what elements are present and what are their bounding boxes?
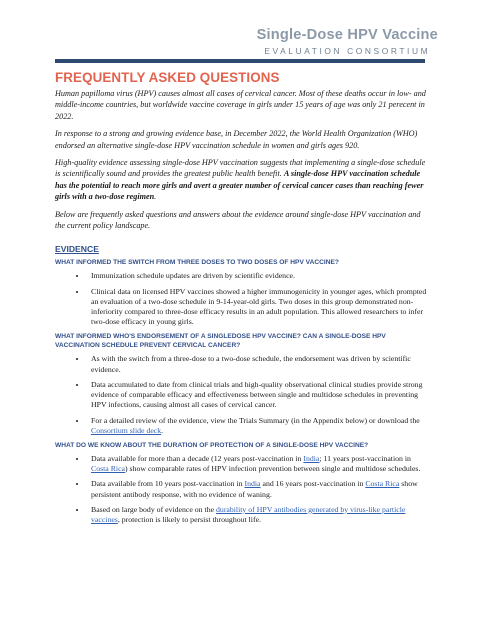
- india-antibody-link[interactable]: India: [244, 479, 261, 489]
- intro-paragraph-3: [55, 157, 430, 203]
- list-item-text: .: [161, 425, 164, 435]
- list-item-text: ) show comparable rates of HPV infection prevention between single and multidose schedules.: [125, 464, 421, 474]
- answer-list-2: [55, 354, 430, 435]
- list-item: [87, 505, 430, 525]
- brand-subtitle: EVALUATION CONSORTIUM: [264, 46, 431, 56]
- list-item-text: , protection is likely to persist throughout life.: [117, 514, 261, 524]
- antibody-durability-link[interactable]: durability of HPV antibodies generated by virus-like particle vaccines: [91, 504, 406, 524]
- list-item-text: Data available for more than a decade (12 years post-vaccination in: [91, 453, 304, 463]
- intro-paragraph-4: Below are frequently asked questions and answers about the evidence around single-dose HPV vaccination and the current policy landscape.: [55, 209, 421, 231]
- answer-list-3: [55, 454, 430, 525]
- list-item-text: Based on large body of evidence on the: [91, 504, 217, 514]
- intro-paragraph-2: In response to a strong and growing evidence base, in December 2022, the World Health Organization (WHO) endorsed an alternative single-dose HPV vaccination schedule in women and girls ages 920.: [55, 129, 418, 150]
- list-item-text: and 16 years post-vaccination in: [260, 479, 366, 489]
- list-item-text: For a detailed review of the evidence, view the Trials Summary (in the Appendix below) or download the: [91, 415, 420, 425]
- list-item: • Clinical data on licensed HPV vaccines showed a higher immunogenicity in younger ages, which prompted an evaluation of a two-dose schedule in 9-14-year-old girls. Two doses in this group demonstrated non-inferiority compared to three-dose efficacy results in an adult population. This allowed researchers to infer two-dose efficacy in young girls.: [87, 287, 430, 328]
- header-logo: [257, 27, 438, 56]
- brand-title: Single-Dose HPV Vaccine: [256, 27, 438, 43]
- list-item: [87, 416, 430, 436]
- intro-paragraph-3-lead: High-quality evidence assessing single-dose HPV vaccination suggests that implementing a single-dose schedule is scientifically sound and provides the greatest public health benefit.: [55, 158, 426, 179]
- costa-rica-study-link[interactable]: Costa Rica: [91, 464, 125, 474]
- intro-paragraph-1: Human papilloma virus (HPV) causes almost all cases of cervical cancer. Most of these deaths occur in low- and middle-income countries, but worldwide vaccine coverage in girls under 15 years of age was only 21 perecent in 2022.: [55, 89, 426, 121]
- question-2: WHAT INFORMED WHO'S ENDORSEMENT OF A SINGLEDOSE HPV VACCINE? CAN A SINGLE-DOSE HPV VACCINATION SCHEDULE PREVENT CERVICAL CANCER?: [55, 333, 386, 350]
- list-item-text: ; 11 years post-vaccination in: [319, 453, 411, 463]
- list-item: • Data accumulated to date from clinical trials and high-quality observational clinical studies provide strong evidence of comparable efficacy and effectiveness between single and multidose schedules in preventing HPV infections, causing almost all cases of cervical cancer.: [87, 380, 430, 411]
- list-item: • Immunization schedule updates are driven by scientific evidence.: [87, 271, 430, 281]
- list-item: [87, 479, 430, 499]
- list-item: • As with the switch from a three-dose to a two-dose schedule, the endorsement was driven by scientific evidence.: [87, 354, 430, 374]
- document-body: [55, 70, 430, 530]
- consortium-slide-deck-link[interactable]: Consortium slide deck: [91, 425, 162, 435]
- costa-rica-antibody-link[interactable]: Costa Rica: [365, 479, 400, 489]
- intro-paragraph-3-end: .: [154, 192, 157, 202]
- intro-paragraph-3-bold: A single-dose HPV vaccination schedule has the potential to reach more girls and avert a greater number of cervical cancer cases than reaching fewer girls with a two-dose regimen: [55, 169, 424, 202]
- answer-list-1: [55, 271, 430, 327]
- section-title-evidence: EVIDENCE: [55, 244, 99, 255]
- page-title: FREQUENTLY ASKED QUESTIONS: [55, 70, 280, 85]
- intro-section: [55, 88, 430, 231]
- header-rule: [55, 59, 425, 63]
- list-item-text: show persistent antibody response, with no evidence of waning.: [91, 479, 418, 499]
- list-item: [87, 454, 430, 474]
- question-3: WHAT DO WE KNOW ABOUT THE DURATION OF PROTECTION OF A SINGLE-DOSE HPV VACCINE?: [55, 441, 369, 449]
- question-1: WHAT INFORMED THE SWITCH FROM THREE DOSES TO TWO DOSES OF HPV VACCINE?: [55, 259, 339, 267]
- india-study-link[interactable]: India: [303, 453, 320, 463]
- list-item-text: Data available from 10 years post-vaccination in: [91, 479, 245, 489]
